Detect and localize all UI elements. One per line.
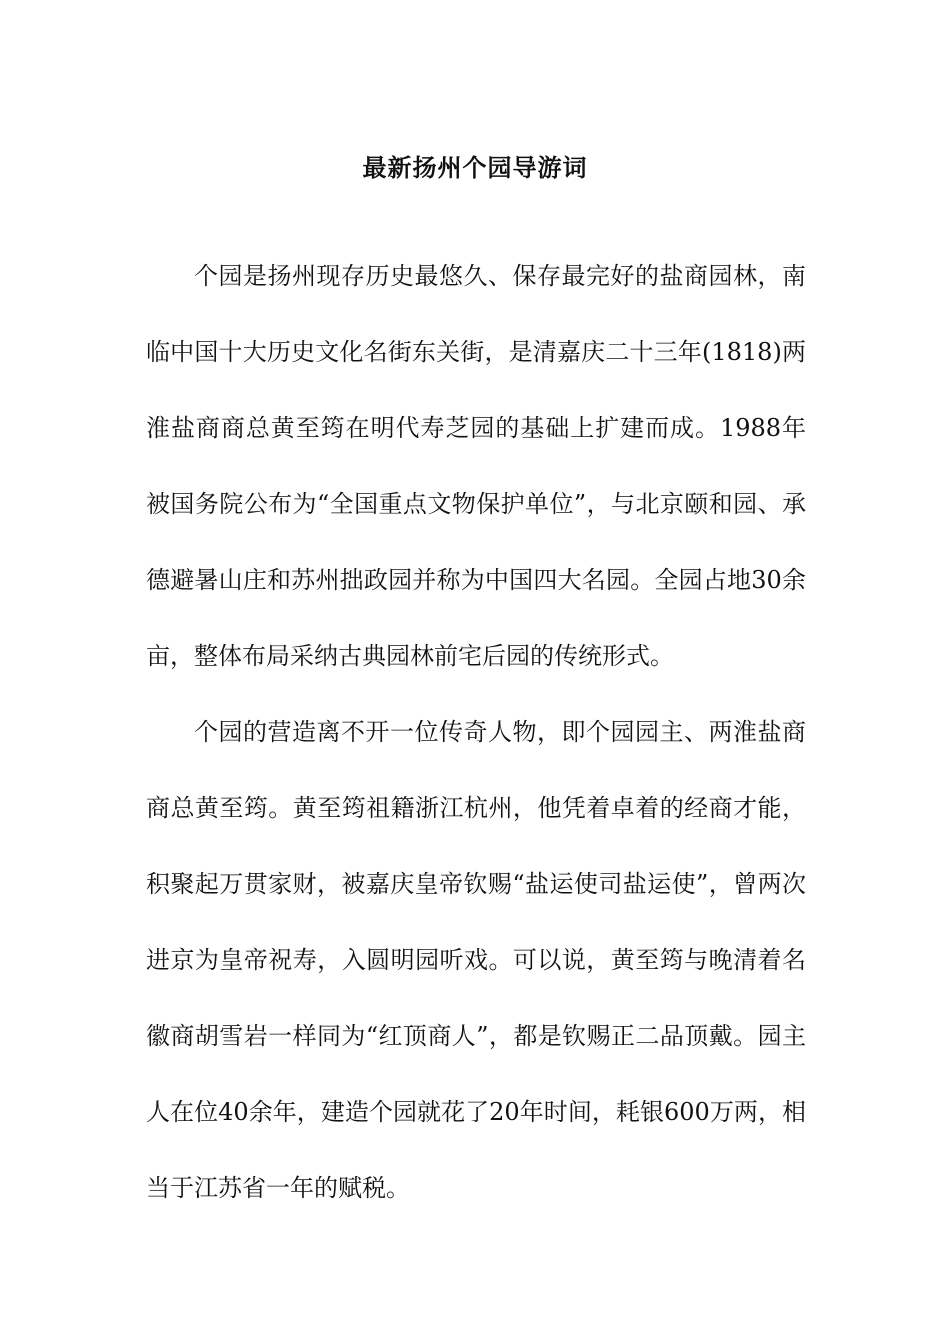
paragraph-2: 个园的营造离不开一位传奇人物，即个园园主、两淮盐商商总黄至筠。黄至筠祖籍浙江杭州，他凭着卓着的经商才能，积聚起万贯家财，被嘉庆皇帝钦赐“盐运使司盐运使”，曾两次进京为皇帝祝寿，入圆明园听戏。可以说，黄至筠与晚清着名徽商胡雪岩一样同为“红顶商人”，都是钦赐正二品顶戴。园主人在位40余年，建造个园就花了20年时间，耗银600万两，相当于江苏省一年的赋税。 — [146, 718, 806, 1202]
document-title: 最新扬州个园导游词 — [362, 154, 588, 183]
paragraph-1: 个园是扬州现存历史最悠久、保存最完好的盐商园林，南临中国十大历史文化名街东关街，是清嘉庆二十三年(1818)两淮盐商商总黄至筠在明代寿芝园的基础上扩建而成。1988年被国务院公布为“全国重点文物保护单位”，与北京颐和园、承德避暑山庄和苏州拙政园并称为中国四大名园。全园占地30余亩，整体布局采纳古典园林前宅后园的传统形式。 — [146, 262, 806, 670]
